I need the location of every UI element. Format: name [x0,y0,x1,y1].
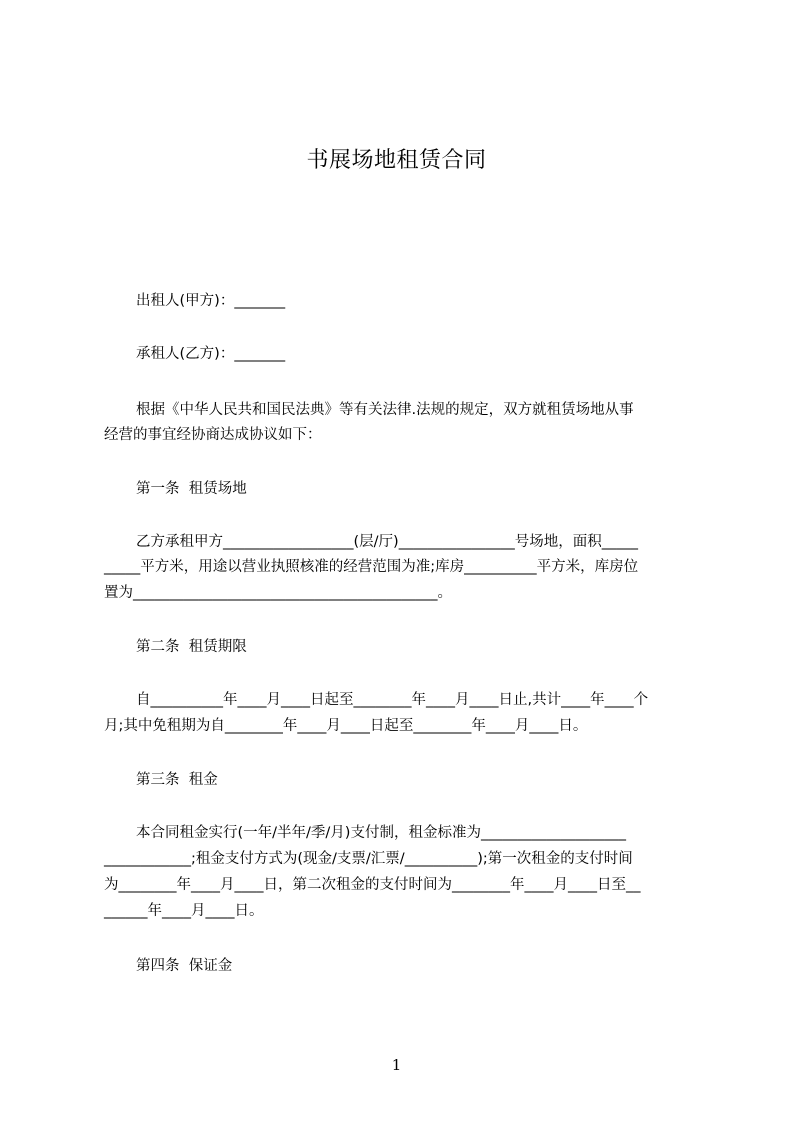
article2-heading: 第二条 租赁期限 [136,639,247,655]
article1-line-3: 置为__________________________________________。 [104,585,452,601]
document-title: 书展场地租赁合同 [306,148,487,173]
preamble-line-1: 根据《中华人民共和国民法典》等有关法律.法规的规定，双方就租赁场地从事 [136,402,634,418]
lessee-line: 承租人(乙方)：_______ [136,346,286,362]
article1-line-2: _____平方米，用途以营业执照核准的经营范围为准;库房__________平方米，库房位 [104,559,639,575]
article1-heading: 第一条 租赁场地 [136,481,247,497]
article1-line-1: 乙方承租甲方__________________(层/厅)________________号场地，面积_____ [136,534,638,550]
article4-heading: 第四条 保证金 [136,958,233,974]
page-number: 1 [391,1056,402,1074]
article3-line-1: 本合同租金实行(一年/半年/季/月)支付制，租金标准为____________________ [136,825,626,841]
preamble-line-2: 经营的事宜经协商达成协议如下： [104,427,322,443]
article3-line-2: ____________;租金支付方式为(现金/支票/汇票/__________);第一次租金的支付时间 [104,851,633,867]
article3-line-4: ______年____月____日。 [104,903,264,919]
article2-line-1: 自__________年____月____日起至________年____月____日止,共计____年____个 [136,692,649,708]
article3-line-3: 为________年____月____日，第二次租金的支付时间为________年____月____日至__ [104,877,641,893]
lessor-line: 出租人(甲方)：_______ [136,293,286,309]
article2-line-2: 月;其中免租期为自________年____月____日起至________年____月____日。 [104,718,588,734]
article3-heading: 第三条 租金 [136,772,218,788]
